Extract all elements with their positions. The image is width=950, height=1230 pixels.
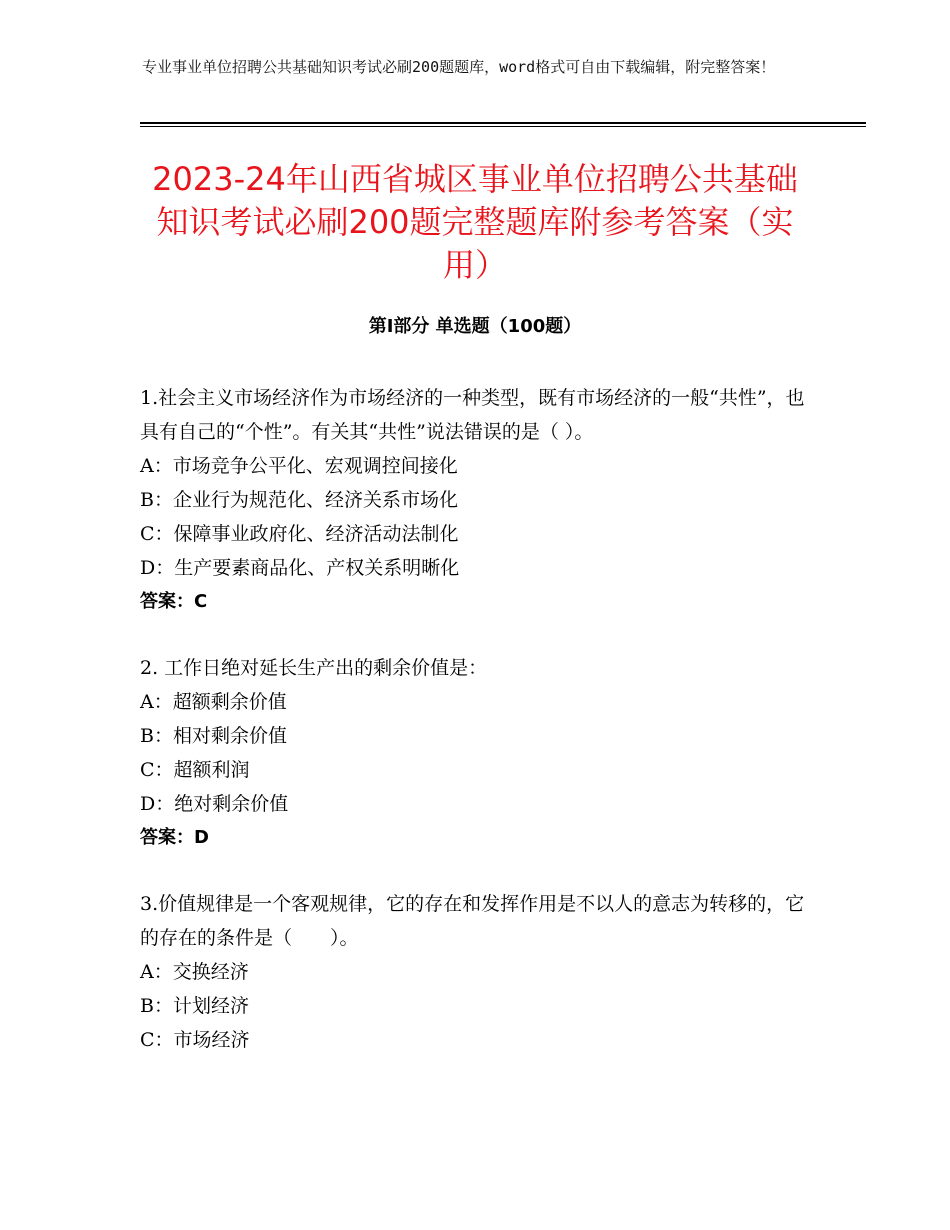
option-a: A：交换经济 bbox=[140, 961, 249, 983]
option-b: B：计划经济 bbox=[140, 995, 249, 1017]
question-stem: 2. 工作日绝对延长生产出的剩余价值是： bbox=[140, 657, 488, 679]
section-heading: 第Ⅰ部分 单选题（100题） bbox=[368, 316, 582, 337]
option-b: B：相对剩余价值 bbox=[140, 725, 287, 747]
question-stem: 1.社会主义市场经济作为市场经济的一种类型，既有市场经济的一般“共性”，也具有自己的“个性”。有关其“共性”说法错误的是（ ）。 bbox=[140, 387, 805, 443]
question-1 bbox=[140, 381, 810, 619]
question-list bbox=[140, 381, 810, 1089]
document-title: 2023-24年山西省城区事业单位招聘公共基础知识考试必刷200题完整题库附参考答案（实用） bbox=[152, 160, 798, 284]
answer-line: 答案：D bbox=[140, 827, 209, 848]
question-3 bbox=[140, 887, 810, 1057]
option-d: D：生产要素商品化、产权关系明晰化 bbox=[140, 557, 460, 579]
option-d: D：绝对剩余价值 bbox=[140, 793, 289, 815]
header-divider-thick bbox=[140, 122, 866, 124]
option-c: C：超额利润 bbox=[140, 759, 250, 781]
option-a: A：超额剩余价值 bbox=[140, 691, 287, 713]
option-a: A：市场竞争公平化、宏观调控间接化 bbox=[140, 455, 458, 477]
question-stem: 3.价值规律是一个客观规律，它的存在和发挥作用是不以人的意志为转移的，它的存在的条件是（ ）。 bbox=[140, 893, 805, 949]
option-b: B：企业行为规范化、经济关系市场化 bbox=[140, 489, 458, 511]
option-c: C：保障事业政府化、经济活动法制化 bbox=[140, 523, 459, 545]
option-c: C：市场经济 bbox=[140, 1029, 250, 1051]
header-divider-thin bbox=[140, 126, 866, 127]
answer-line: 答案：C bbox=[140, 591, 208, 612]
question-2 bbox=[140, 651, 810, 855]
header-note: 专业事业单位招聘公共基础知识考试必刷200题题库，word格式可自由下载编辑，附完整答案！ bbox=[142, 58, 776, 76]
